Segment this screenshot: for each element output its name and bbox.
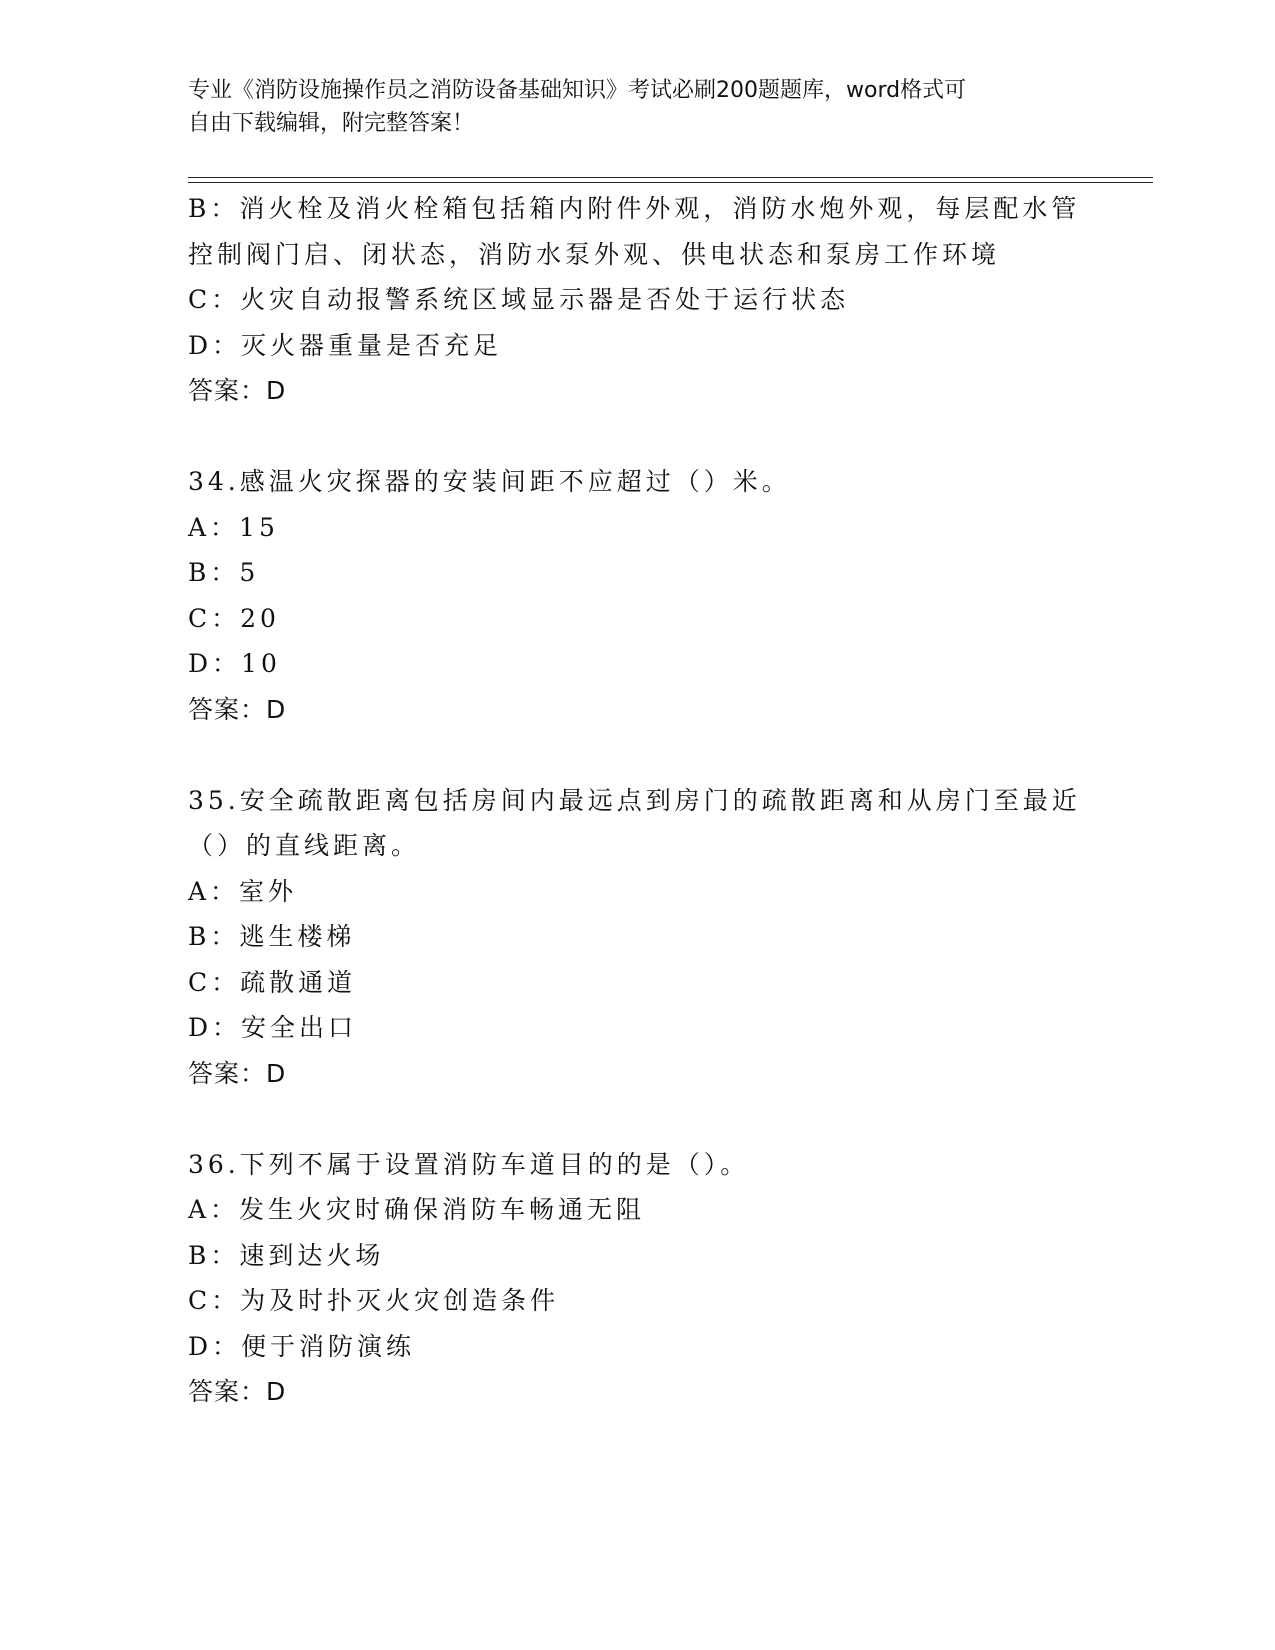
document-body [188, 186, 1088, 1415]
option-a: A：15 [188, 512, 279, 542]
answer-line: 答案：D [188, 1058, 287, 1088]
question-36 [188, 1142, 1088, 1415]
option-c: C：火灾自动报警系统区域显示器是否处于运行状态 [188, 285, 850, 314]
option-d: D：灭火器重量是否充足 [188, 330, 503, 360]
answer-line: 答案：D [188, 376, 287, 405]
carryover-question [188, 186, 1088, 414]
option-b: B：5 [188, 558, 260, 587]
question-34 [188, 459, 1088, 732]
option-d: D：安全出口 [188, 1013, 358, 1042]
header-divider-bottom [188, 182, 1153, 183]
option-a: A：发生火灾时确保消防车畅通无阻 [188, 1195, 646, 1224]
question-stem: 34.感温火灾探器的安装间距不应超过（）米。 [188, 467, 791, 496]
header-line-2: 自由下载编辑，附完整答案！ [188, 111, 475, 136]
answer-line: 答案：D [188, 694, 287, 724]
question-stem-line-1: 35.安全疏散距离包括房间内最远点到房门的疏散距离和从房门至最近 [188, 785, 1081, 815]
spacer [188, 414, 1088, 460]
header-divider-top [188, 177, 1153, 178]
question-stem: 36.下列不属于设置消防车道目的的是（）。 [188, 1149, 750, 1179]
document-header [188, 74, 1068, 140]
option-b: B：速到达火场 [188, 1240, 385, 1270]
spacer [188, 1096, 1088, 1142]
answer-line: 答案：D [188, 1377, 287, 1406]
header-line-1: 专业《消防设施操作员之消防设备基础知识》考试必刷200题题库，word格式可 [188, 78, 967, 103]
option-c: C：为及时扑灭火灾创造条件 [188, 1286, 560, 1315]
option-c: C：20 [188, 603, 280, 633]
option-b-line-1: B：消火栓及消火栓箱包括箱内附件外观，消防水炮外观，每层配水管 [188, 194, 1081, 223]
option-a: A：室外 [188, 876, 298, 906]
option-b-line-2: 控制阀门启、闭状态，消防水泵外观、供电状态和泵房工作环境 [188, 239, 1001, 269]
option-d: D：便于消防演练 [188, 1331, 416, 1361]
option-c: C：疏散通道 [188, 967, 357, 997]
option-d: D：10 [188, 649, 281, 678]
question-stem-line-2: （）的直线距离。 [188, 831, 421, 860]
spacer [188, 732, 1088, 778]
option-b: B：逃生楼梯 [188, 922, 356, 951]
question-35 [188, 778, 1088, 1097]
